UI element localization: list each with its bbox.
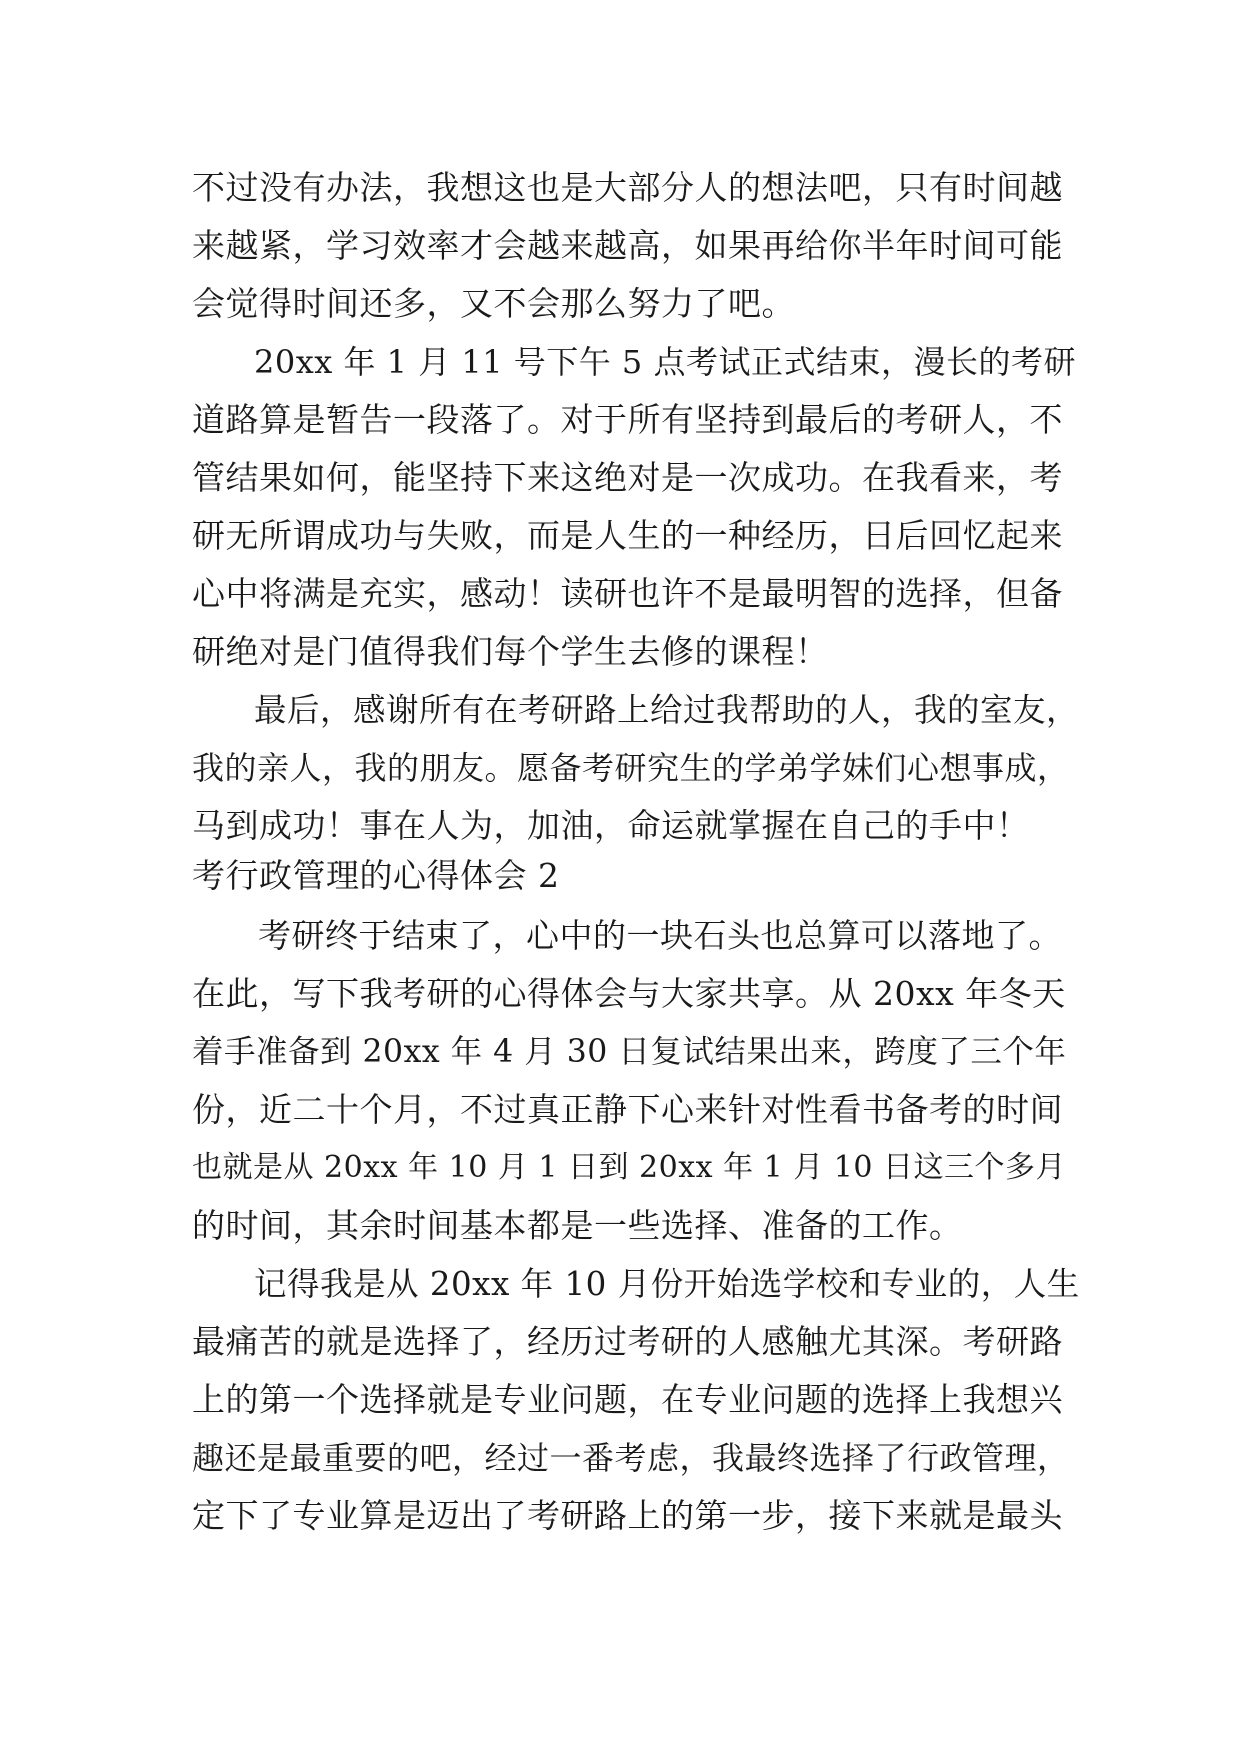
text-line: 马到成功！事在人为，加油，命运就掌握在自己的手中！ [192,806,1030,845]
text-line: 趣还是最重要的吧，经过一番考虑，我最终选择了行政管理， [192,1439,1070,1477]
text-line: 也就是从 20xx 年 10 月 1 日到 20xx 年 1 月 10 日这三个多月 [192,1150,1066,1185]
text-line: 上的第一个选择就是专业问题，在专业问题的选择上我想兴 [192,1380,1063,1419]
text-line: 心中将满是充实，感动！读研也许不是最明智的选择，但备 [192,574,1063,613]
paragraph-first-line: 考研终于结束了，心中的一块石头也总算可以落地了。 [258,916,1062,955]
text-line: 着手准备到 20xx 年 4 月 30 日复试结果出来，跨度了三个年 [192,1034,1067,1070]
text-line: 我的亲人，我的朋友。愿备考研究生的学弟学妹们心想事成， [192,749,1070,787]
text-line: 不过没有办法，我想这也是大部分人的想法吧，只有时间越 [192,168,1063,207]
paragraph-first-line: 最后，感谢所有在考研路上给过我帮助的人，我的室友， [254,691,1080,729]
text-line: 在此，写下我考研的心得体会与大家共享。从 20xx 年冬天 [192,974,1066,1013]
text-line: 管结果如何，能坚持下来这绝对是一次成功。在我看来，考 [192,458,1063,497]
text-line: 来越紧，学习效率才会越来越高，如果再给你半年时间可能 [192,226,1063,265]
text-line: 定下了专业算是迈出了考研路上的第一步，接下来就是最头 [192,1496,1063,1535]
text-line: 的时间，其余时间基本都是一些选择、准备的工作。 [192,1206,963,1245]
text-line: 会觉得时间还多，又不会那么努力了吧。 [192,284,795,323]
text-line: 最痛苦的就是选择了，经历过考研的人感触尤其深。考研路 [192,1322,1063,1361]
text-line: 研无所谓成功与失败，而是人生的一种经历，日后回忆起来 [192,516,1063,555]
text-line: 道路算是暂告一段落了。对于所有坚持到最后的考研人，不 [192,400,1063,439]
text-line: 研绝对是门值得我们每个学生去修的课程！ [192,632,829,671]
text-line: 份，近二十个月，不过真正静下心来针对性看书备考的时间 [192,1090,1063,1129]
section-heading: 考行政管理的心得体会 2 [192,856,560,895]
paragraph-first-line: 记得我是从 20xx 年 10 月份开始选学校和专业的，人生 [254,1265,1080,1303]
paragraph-first-line: 20xx 年 1 月 11 号下午 5 点考试正式结束，漫长的考研 [254,343,1076,381]
